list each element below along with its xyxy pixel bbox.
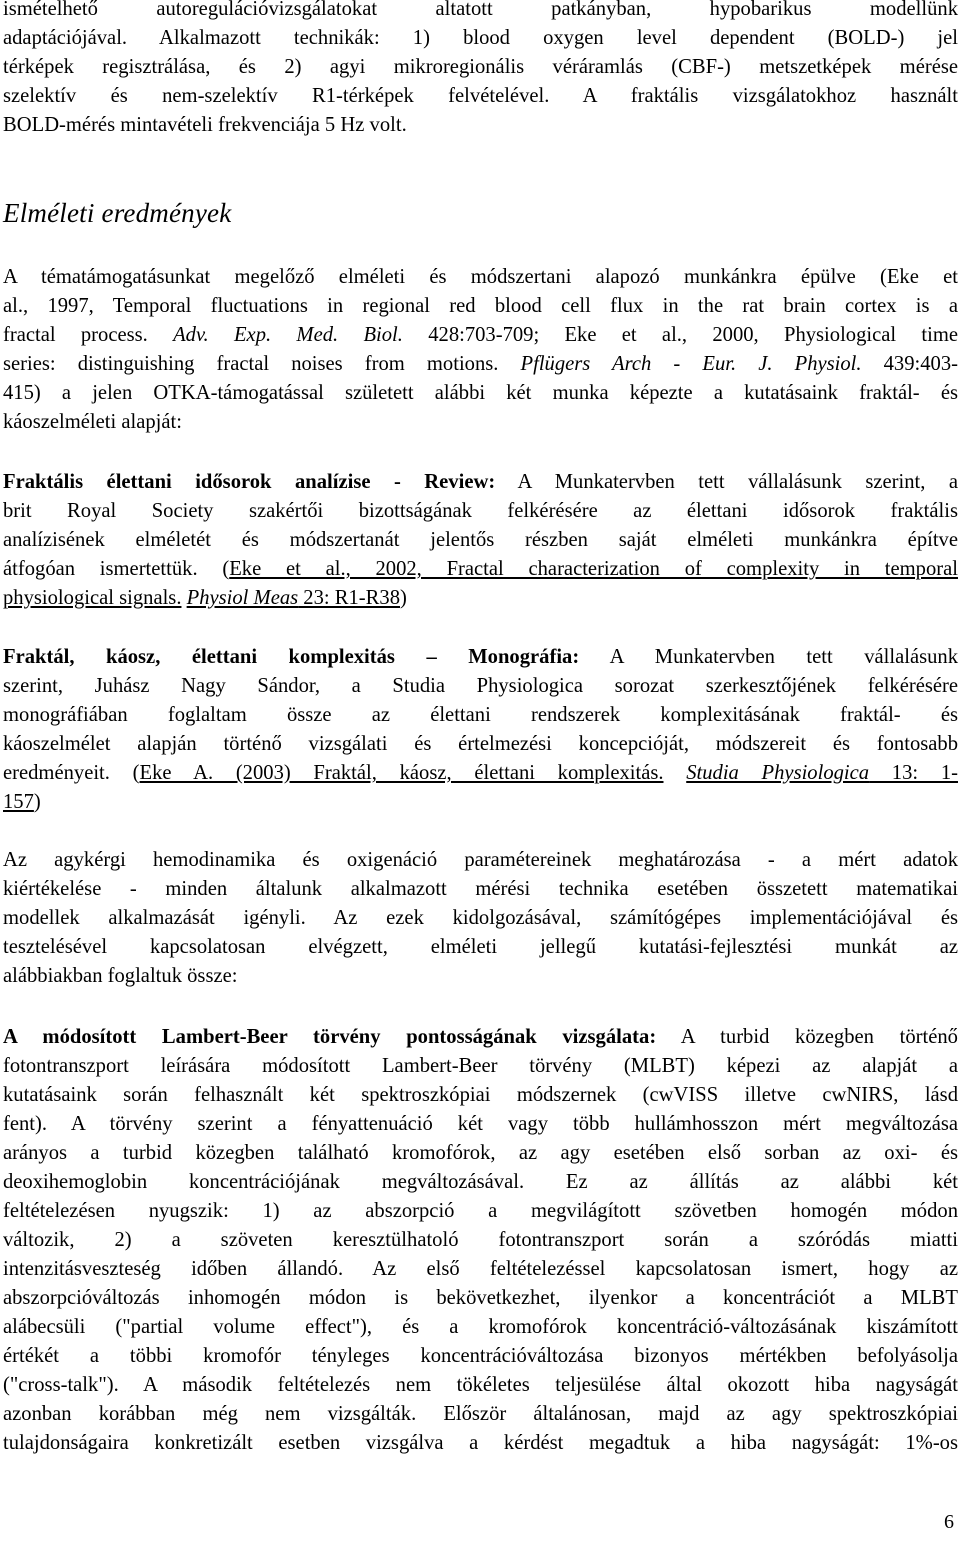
text-line: brit Royal Society szakértői bizottságának felkérésére az élettani idősorok fraktális <box>3 500 958 522</box>
journal-name: Adv. Exp. Med. Biol. <box>173 324 403 346</box>
citation: Eke et al., 2002, Fractal characterization of complexity in temporal <box>229 558 958 580</box>
text-line: szelektív és nem-szelektív R1-térképek felvételével. A fraktális vizsgálatokhoz használt <box>3 85 958 107</box>
text-line: változik, 2) a szöveten keresztülhatoló fotontranszport során a szóródás miatti <box>3 1229 958 1251</box>
text-line: adaptációjával. Alkalmazott technikák: 1) blood oxygen level dependent (BOLD-) jel <box>3 27 958 49</box>
section-heading: Elméleti eredmények <box>3 198 232 228</box>
page-number: 6 <box>944 1511 954 1533</box>
text-line: kutatásaink során felhasznált két spektroszkópiai módszernek (cwVISS illetve cwNIRS, lásd <box>3 1084 958 1106</box>
paragraph-title: A módosított Lambert-Beer törvény pontosságának vizsgálata: <box>3 1026 657 1048</box>
text-line: A módosított Lambert-Beer törvény pontosságának vizsgálata: A turbid közegben történő <box>3 1026 958 1048</box>
paragraph-monograph <box>3 643 958 817</box>
paragraph-theoretical-intro <box>3 263 958 437</box>
paragraph-title: Fraktális élettani idősorok analízise - Review: <box>3 471 496 493</box>
text-line: Az agykérgi hemodinamika és oxigenáció paramétereinek meghatározása - a mért adatok <box>3 849 958 871</box>
text-line: káoszelméleti alapját: <box>3 411 182 433</box>
text-line: monográfiában foglaltam össze az élettani rendszerek komplexitásának fraktál- és <box>3 704 958 726</box>
text-line: 415) a jelen OTKA-támogatással született alábbi két munka képezte a kutatásaink fraktál- és <box>3 382 958 404</box>
journal-name: Physiol Meas <box>186 587 299 609</box>
text-line: térképek regisztrálása, és 2) agyi mikroregionális véráramlás (CBF-) metszetképek mérése <box>3 56 958 78</box>
text-line: deoxihemoglobin koncentrációjának megváltozásával. Ez az állítás az alábbi két <box>3 1171 958 1193</box>
paragraph-title: Fraktál, káosz, élettani komplexitás – Monográfia: <box>3 646 580 668</box>
text-line: tulajdonságaira konkretizált esetben vizsgálva a kérdést megadtuk a hiba nagyságát: 1%-os <box>3 1432 958 1454</box>
text-line: káoszelmélet alapján történő vizsgálati és értelmezési koncepcióját, módszereit és fontosabb <box>3 733 958 755</box>
text-line: Fraktális élettani idősorok analízise - Review: A Munkatervben tett vállalásunk szerint, a <box>3 471 958 493</box>
text-line: alábecsüli ("partial volume effect"), és a kromofórok koncentráció-változásának kiszámított <box>3 1316 958 1338</box>
text-line: abszorpcióváltozás inhomogén módon is bekövetkezhet, ilyenkor a koncentrációt a MLBT <box>3 1287 958 1309</box>
citation: Eke A. (2003) Fraktál, káosz, élettani komplexitás. <box>139 762 664 784</box>
text-line: modellek alkalmazását igényli. Az ezek kidolgozásával, számítógépes implementációjával és <box>3 907 958 929</box>
text-line: átfogóan ismertettük. (Eke et al., 2002, Fractal characterization of complexity in temporal <box>3 558 958 580</box>
text-line: 157) <box>3 791 41 813</box>
text-line: alábbiakban foglaltuk össze: <box>3 965 238 987</box>
text-line: arányos a turbid közegben található kromofórok, az agy esetében első sorban az oxi- és <box>3 1142 958 1164</box>
text-line: intenzitásveszteség időben állandó. Az első feltételezéssel kapcsolatosan ismert, hogy az <box>3 1258 958 1280</box>
text-line: szerint, Juhász Nagy Sándor, a Studia Physiologica sorozat szerkesztőjének felkérésére <box>3 675 958 697</box>
text-line: értékét a többi kromofór tényleges koncentrációváltozása bizonyos mértékben befolyásolja <box>3 1345 958 1367</box>
text-line: ismételhető autoregulációvizsgálatokat altatott patkányban, hypobarikus modellünk <box>3 0 958 20</box>
journal-name: Pflügers Arch - Eur. J. Physiol. <box>520 353 862 375</box>
paragraph-lambert-beer <box>3 1023 958 1458</box>
text-line: fractal process. Adv. Exp. Med. Biol. 428:703-709; Eke et al., 2000, Physiological time <box>3 324 958 346</box>
citation: physiological signals. <box>3 587 182 609</box>
text-line: physiological signals. Physiol Meas 23: R1-R38) <box>3 587 407 609</box>
paragraph-hemodynamics <box>3 846 958 991</box>
journal-name: Studia Physiologica <box>686 762 870 784</box>
text-line: fotontranszport leírására módosított Lambert-Beer törvény (MLBT) képezi az alapját a <box>3 1055 958 1077</box>
text-line: fent). A törvény szerint a fényattenuáció két vagy több hullámhosszon mért megváltozása <box>3 1113 958 1135</box>
text-line: series: distinguishing fractal noises from motions. Pflügers Arch - Eur. J. Physiol. 439:403- <box>3 353 958 375</box>
text-line: al., 1997, Temporal fluctuations in regional red blood cell flux in the rat brain cortex is a <box>3 295 958 317</box>
paragraph-review <box>3 468 958 613</box>
text-line: eredményeit. (Eke A. (2003) Fraktál, káosz, élettani komplexitás. Studia Physiologica 13: 1- <box>3 762 958 784</box>
text-line: analízisének elméletét és módszertanát jelentős részben saját elméleti munkánkra építve <box>3 529 958 551</box>
text-line: feltételezésen nyugszik: 1) az abszorpció a megvilágított szövetben homogén módon <box>3 1200 958 1222</box>
text-line: Fraktál, káosz, élettani komplexitás – Monográfia: A Munkatervben tett vállalásunk <box>3 646 958 668</box>
intro-paragraph <box>3 0 958 140</box>
text-line: azonban korábban még nem vizsgálták. Először általánosan, majd az agy spektroszkópiai <box>3 1403 958 1425</box>
text-line: ("cross-talk"). A második feltételezés nem tökéletes teljesülése által okozott hiba nagyságát <box>3 1374 958 1396</box>
text-line: A tématámogatásunkat megelőző elméleti és módszertani alapozó munkánkra épülve (Eke et <box>3 266 958 288</box>
text-line: kiértékelése - minden általunk alkalmazott mérési technika esetében összetett matematikai <box>3 878 958 900</box>
text-line: tesztelésével kapcsolatosan elvégzett, elméleti jellegű kutatási-fejlesztési munkát az <box>3 936 958 958</box>
text-line: BOLD-mérés mintavételi frekvenciája 5 Hz volt. <box>3 114 407 136</box>
